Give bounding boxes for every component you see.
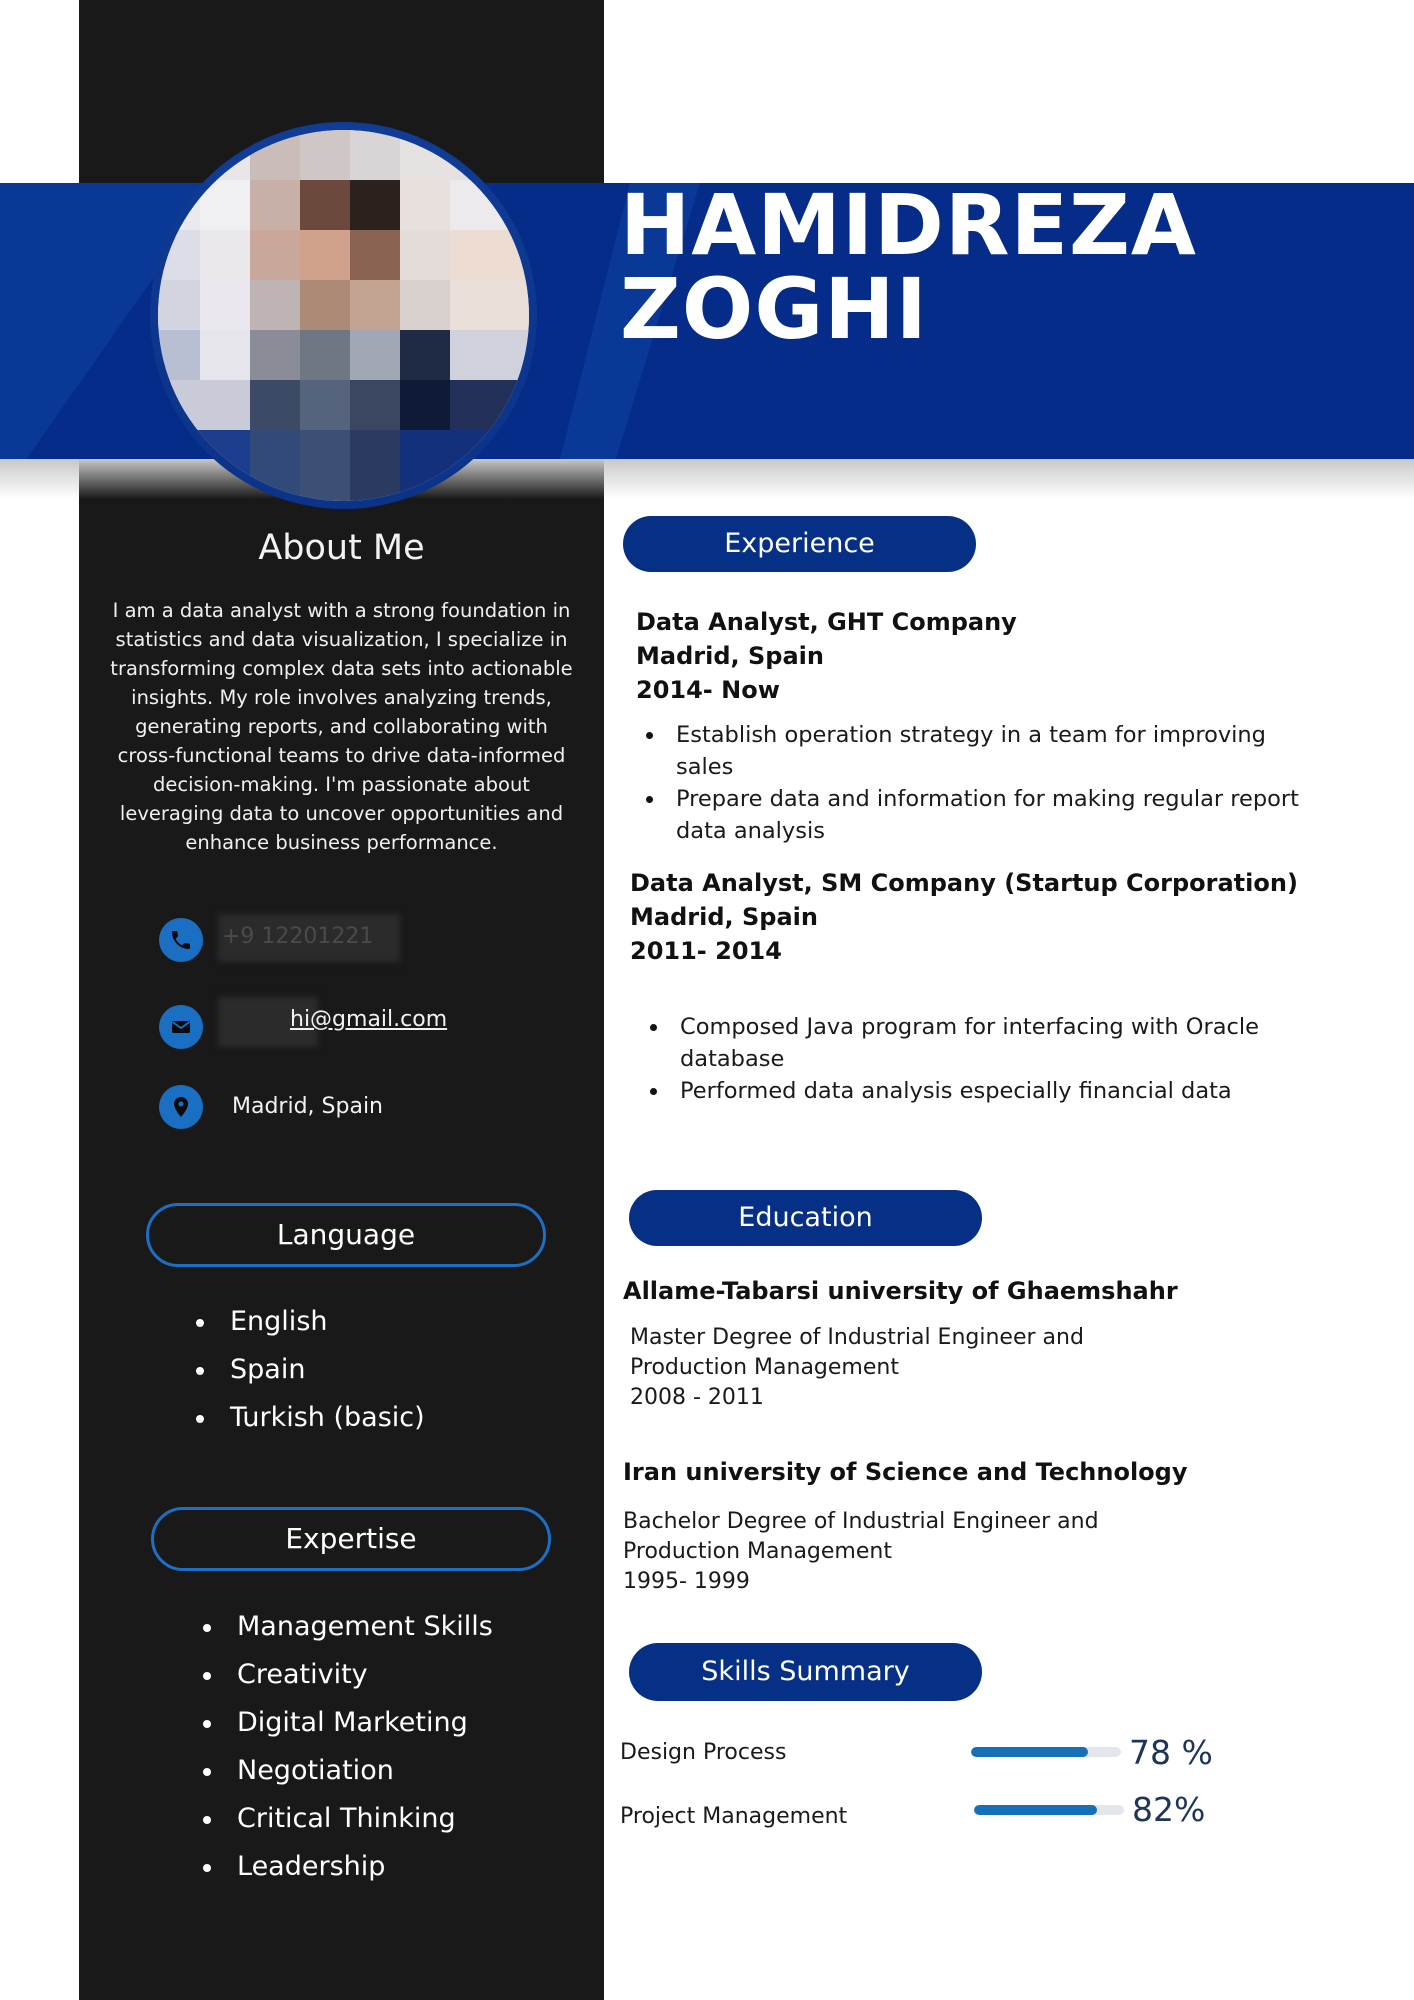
list-item: Critical Thinking [203,1795,493,1843]
job-period: 2011- 2014 [630,937,782,965]
degree-line: Master Degree of Industrial Engineer and [630,1325,1084,1350]
skill-percent: 78 % [1129,1733,1213,1772]
last-name: ZOGHI [620,260,928,358]
location-pin-icon [159,1085,203,1129]
degree-line: Production Management [630,1355,899,1380]
school-name: Allame-Tabarsi university of Ghaemshahr [623,1277,1178,1305]
list-item: Management Skills [203,1603,493,1651]
skill-bar [971,1747,1121,1757]
job-role: Data Analyst, GHT Company [636,608,1017,636]
list-item: Spain [196,1346,425,1394]
degree-period: 2008 - 2011 [630,1385,764,1410]
job-period: 2014- Now [636,676,780,704]
skill-label: Project Management [620,1804,848,1829]
list-item: English [196,1298,425,1346]
about-title: About Me [258,528,425,568]
language-section-title: Language [146,1203,546,1267]
location-text: Madrid, Spain [232,1094,384,1119]
school-name: Iran university of Science and Technology [623,1458,1188,1486]
job-entry [630,866,1350,968]
job-bullets [636,719,1316,847]
list-item: Creativity [203,1651,493,1699]
phone-icon [159,918,203,962]
degree-period: 1995- 1999 [623,1569,750,1594]
list-item: Establish operation strategy in a team for improving sales [636,719,1316,783]
list-item: Digital Marketing [203,1699,493,1747]
phone-number: +9 12201221 [222,924,374,949]
job-location: Madrid, Spain [630,903,818,931]
email-link[interactable]: hi@gmail.com [290,1007,448,1032]
skill-label: Design Process [620,1740,787,1765]
list-item: Prepare data and information for making regular report data analysis [636,783,1316,847]
first-name: HAMIDREZA [620,176,1197,274]
skills-section-title: Skills Summary [629,1643,982,1701]
mail-icon [159,1005,203,1049]
list-item: Negotiation [203,1747,493,1795]
job-bullets [640,1011,1320,1107]
list-item: Performed data analysis especially financial data [640,1075,1320,1107]
list-item: Leadership [203,1843,493,1891]
experience-section-title: Experience [623,516,976,572]
degree-line: Bachelor Degree of Industrial Engineer and [623,1509,1099,1534]
about-text: I am a data analyst with a strong foundation in statistics and data visualization, I specialize in transforming complex data sets into actionable insights. My role involves analyzing trends, generating reports, and collaborating with cross-functional teams to drive data-informed decision-making. I'm passionate about leveraging data to uncover opportunities and enhance business performance. [110,599,573,854]
degree-line: Production Management [623,1539,892,1564]
education-detail [630,1323,1084,1413]
job-entry [636,605,1336,707]
expertise-list [203,1603,493,1891]
skill-bar [974,1805,1124,1815]
candidate-name [620,176,1380,358]
job-role: Data Analyst, SM Company (Startup Corporation) [630,869,1298,897]
education-section-title: Education [629,1190,982,1246]
skill-bar-fill [974,1805,1097,1815]
education-detail [623,1507,1099,1597]
job-location: Madrid, Spain [636,642,824,670]
skill-percent: 82% [1132,1790,1206,1829]
expertise-section-title: Expertise [151,1507,551,1571]
list-item: Composed Java program for interfacing with Oracle database [640,1011,1320,1075]
profile-photo [158,130,529,501]
list-item: Turkish (basic) [196,1394,425,1442]
language-list [196,1298,425,1442]
skill-bar-fill [971,1747,1088,1757]
